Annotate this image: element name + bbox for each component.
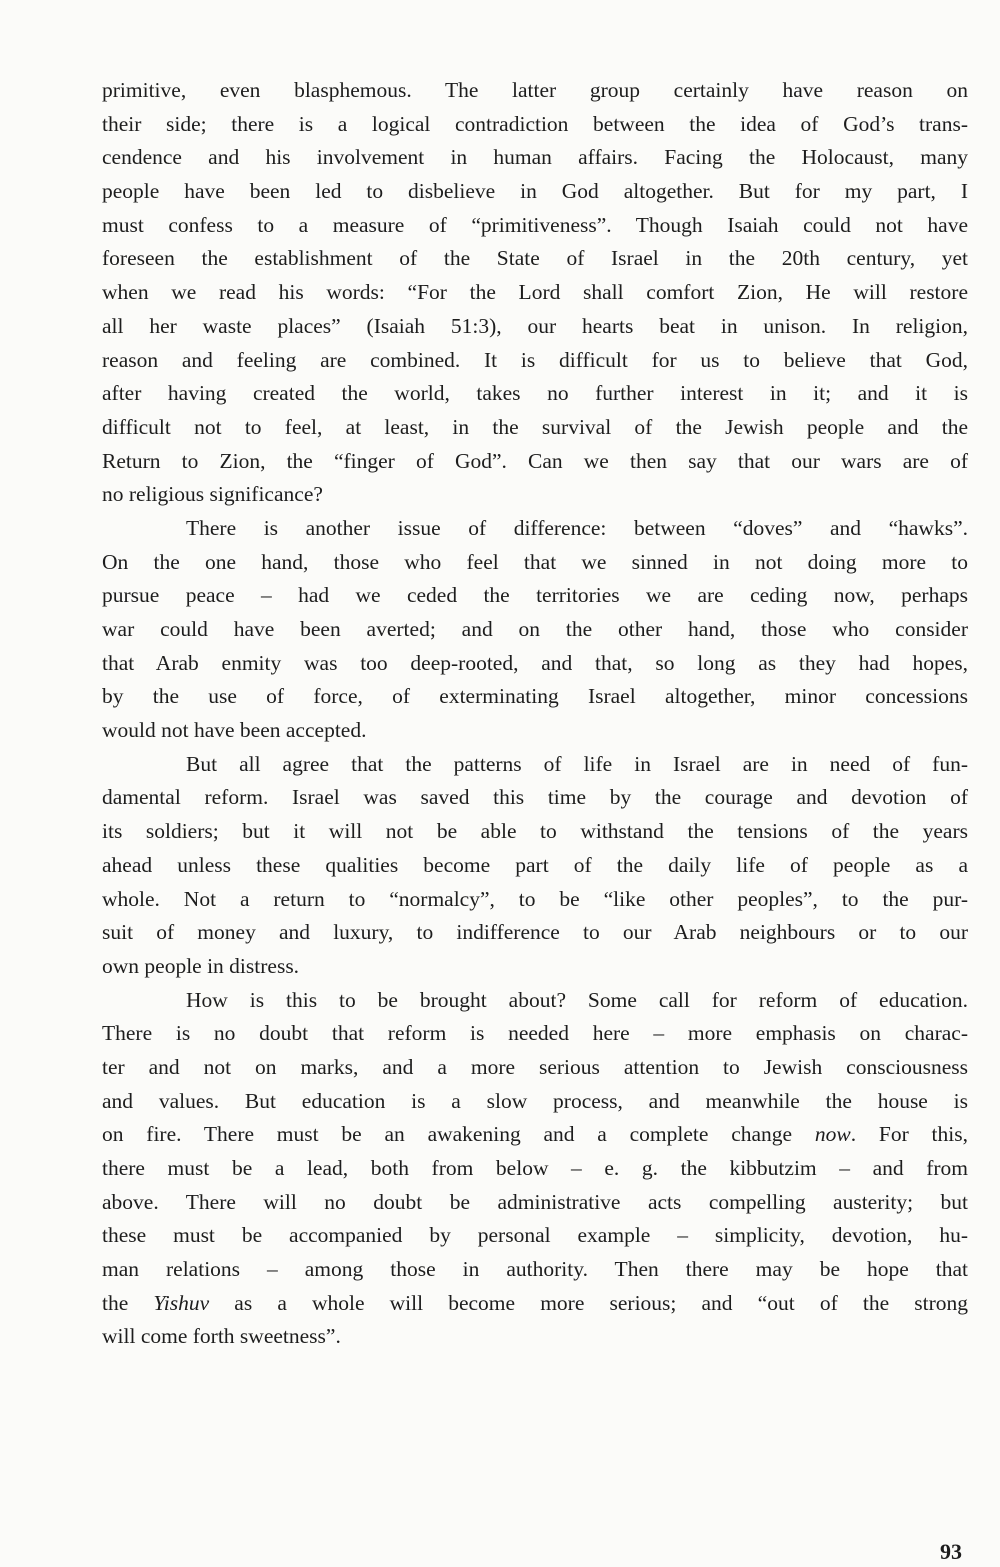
text-line: ter and not on marks, and a more serious attention to Jewish consciousness: [102, 1054, 968, 1079]
text-line: these must be accompanied by personal example – simplicity, devotion, hu-: [102, 1223, 968, 1248]
text-line: suit of money and luxury, to indifference to our Arab neighbours or to our: [102, 920, 968, 945]
text-line: But all agree that the patterns of life in Israel are in need of fun-: [186, 751, 968, 776]
text-line: would not have been accepted.: [102, 718, 367, 743]
text-line: will come forth sweetness”.: [102, 1324, 341, 1349]
text-line: On the one hand, those who feel that we sinned in not doing more to: [102, 549, 968, 574]
text-line: primitive, even blasphemous. The latter group certainly have reason on: [102, 78, 968, 102]
text-line: above. There will no doubt be administrative acts compelling austerity; but: [102, 1189, 968, 1214]
text-line: There is another issue of difference: between “doves” and “hawks”.: [186, 515, 968, 540]
text-line: cendence and his involvement in human affairs. Facing the Holocaust, many: [102, 145, 968, 170]
text-line: reason and feeling are combined. It is difficult for us to believe that God,: [102, 347, 968, 372]
text-line: Return to Zion, the “finger of God”. Can we then say that our wars are of: [102, 448, 968, 473]
text-line: their side; there is a logical contradiction between the idea of God’s trans-: [102, 111, 968, 136]
text-line: damental reform. Israel was saved this time by the courage and devotion of: [102, 785, 968, 810]
text-line: war could have been averted; and on the other hand, those who consider: [102, 617, 968, 641]
text-line: and values. But education is a slow process, and meanwhile the house is: [102, 1088, 968, 1113]
text-line: must confess to a measure of “primitiveness”. Though Isaiah could not have: [102, 212, 968, 237]
page-number: 93: [940, 1539, 962, 1564]
text-line: after having created the world, takes no further interest in it; and it is: [102, 381, 968, 406]
text-line: own people in distress.: [102, 953, 300, 978]
text-line: on fire. There must be an awakening and a complete change now. For this,: [102, 1122, 968, 1147]
body-text: [102, 74, 968, 1354]
text-line: there must be a lead, both from below – e. g. the kibbutzim – and from: [102, 1156, 968, 1180]
text-line: pursue peace – had we ceded the territories we are ceding now, perhaps: [102, 583, 968, 608]
text-line: when we read his words: “For the Lord shall comfort Zion, He will restore: [102, 280, 968, 305]
text-line: There is no doubt that reform is needed here – more emphasis on charac-: [102, 1021, 968, 1046]
text-line: ahead unless these qualities become part of the daily life of people as a: [102, 852, 968, 877]
text-line: its soldiers; but it will not be able to withstand the tensions of the years: [102, 819, 968, 844]
text-line: people have been led to disbelieve in God altogether. But for my part, I: [102, 179, 968, 204]
text-line: by the use of force, of exterminating Israel altogether, minor concessions: [102, 684, 968, 709]
text-line: no religious significance?: [102, 482, 323, 507]
text-line: difficult not to feel, at least, in the survival of the Jewish people and the: [102, 414, 968, 439]
text-line: man relations – among those in authority. Then there may be hope that: [102, 1257, 968, 1282]
text-line: the Yishuv as a whole will become more serious; and “out of the strong: [102, 1290, 968, 1315]
text-line: foreseen the establishment of the State of Israel in the 20th century, yet: [102, 246, 968, 271]
text-line: that Arab enmity was too deep-rooted, and that, so long as they had hopes,: [102, 650, 968, 675]
text-line: How is this to be brought about? Some call for reform of education.: [186, 987, 968, 1012]
text-line: all her waste places” (Isaiah 51:3), our hearts beat in unison. In religion,: [102, 313, 968, 338]
text-line: whole. Not a return to “normalcy”, to be “like other peoples”, to the pur-: [102, 886, 968, 911]
